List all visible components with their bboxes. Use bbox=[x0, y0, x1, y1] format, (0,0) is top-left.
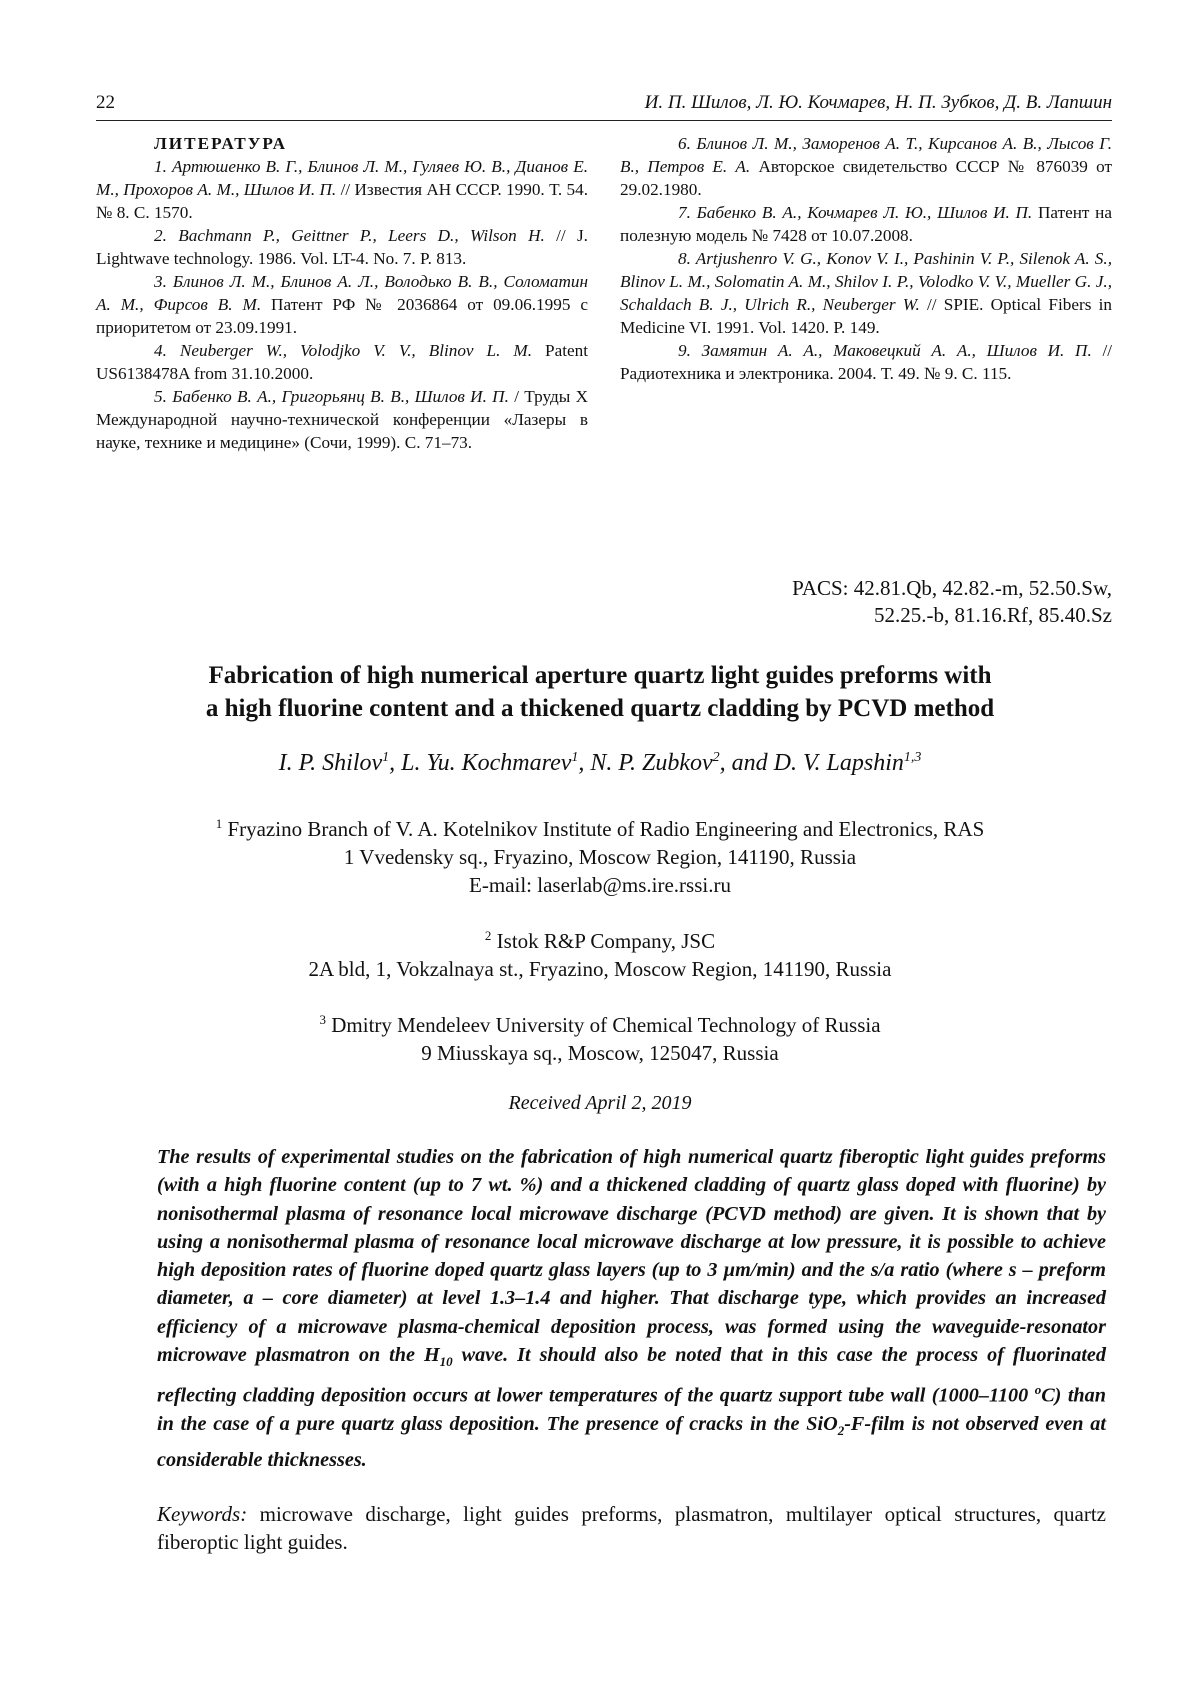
author-3: , N. P. Zubkov bbox=[578, 750, 713, 776]
reference-4-authors: 4. Neuberger W., Volodjko V. V., Blinov L. M. bbox=[154, 341, 533, 360]
reference-6-authors: 6. Блинов Л. М., Заморенов А. Т., Кирсанов А. В., Лысов Г. В., Петров Е. А. bbox=[620, 134, 1112, 176]
reference-9 bbox=[620, 339, 1112, 385]
paper-title-line-1: Fabrication of high numerical aperture quartz light guides preforms with bbox=[208, 662, 992, 689]
affiliation-1-marker: 1 bbox=[215, 816, 223, 831]
abstract bbox=[157, 1143, 1106, 1474]
reference-5-source: / Труды X Международной научно-технической конференции «Лазеры в науке, технике и медицине» (Сочи, 1999). С. 71–73. bbox=[96, 387, 589, 452]
paper-title bbox=[120, 659, 1080, 725]
reference-2-authors: 2. Bachmann P., Geittner P., Leers D., Wilson H. bbox=[154, 226, 545, 245]
author-list bbox=[120, 750, 1080, 777]
reference-3-authors: 3. Блинов Л. М., Блинов А. Л., Володько В. В., Соломатин А. М., Фирсов В. М. bbox=[96, 272, 588, 314]
reference-2-source: // J. Lightwave technology. 1986. Vol. LT-4. No. 7. P. 813. bbox=[96, 226, 588, 268]
keywords-text: microwave discharge, light guides preforms, plasmatron, multilayer optical structures, quartz fiberoptic light guides. bbox=[157, 1502, 1106, 1554]
author-2: , L. Yu. Kochmarev bbox=[389, 750, 572, 776]
reference-2 bbox=[96, 224, 588, 270]
abstract-part-1: The results of experimental studies on the fabrication of high numerical quartz fiberoptic light guides preforms (with a high fluorine content (up to 7 wt. %) and a thickened cladding of quartz glass doped with fluorine) by nonisothermal plasma of resonance local microwave discharge (PCVD method) are given. It is shown that by using a nonisothermal plasma of resonance local microwave discharge at low pressure, it is possible to achieve high deposition rates of fluorine doped quartz glass layers (up to 3 µm/min) and the s/a ratio (where s – preform diameter, a – core diameter) at level 1.3–1.4 and higher. That discharge type, which provides an increased efficiency of a microwave plasma-chemical deposition process, was formed using the waveguide-resonator microwave plasmatron on the H bbox=[157, 1146, 1106, 1367]
author-1-affiliation: 1 bbox=[382, 750, 390, 765]
reference-5 bbox=[96, 385, 588, 454]
abstract-part-2: wave. It should also be noted that in this case the process of fluorinated reflecting cladding deposition occurs at lower temperatures of the quartz support tube wall (1000–1100 bbox=[157, 1344, 1106, 1408]
abstract-degree-superscript: o bbox=[1034, 1382, 1042, 1398]
reference-7-source: Патент на полезную модель № 7428 от 10.07.2008. bbox=[620, 203, 1112, 245]
affiliation-1-address: 1 Vvedensky sq., Fryazino, Moscow Region, 141190, Russia bbox=[343, 845, 857, 869]
reference-1-source: // Известия АН СССР. 1990. Т. 54. № 8. С. 1570. bbox=[96, 180, 588, 222]
reference-6 bbox=[620, 132, 1112, 201]
author-1: I. P. Shilov bbox=[278, 750, 383, 776]
reference-4 bbox=[96, 339, 588, 385]
reference-7-authors: 7. Бабенко В. А., Кочмарев Л. Ю., Шилов И. П. bbox=[678, 203, 1033, 222]
affiliation-1-email: E-mail: laserlab@ms.ire.rssi.ru bbox=[469, 873, 731, 897]
author-3-affiliation: 2 bbox=[712, 750, 720, 765]
abstract-sio2-subscript: 2 bbox=[837, 1423, 845, 1439]
pacs-codes bbox=[792, 575, 1112, 629]
references-title: ЛИТЕРАТУРА bbox=[154, 134, 288, 153]
affiliation-2-marker: 2 bbox=[484, 928, 492, 943]
page-number: 22 bbox=[96, 92, 115, 113]
author-2-affiliation: 1 bbox=[571, 750, 579, 765]
affiliation-3-marker: 3 bbox=[319, 1012, 326, 1027]
reference-4-source: Patent US6138478A from 31.10.2000. bbox=[96, 341, 588, 383]
references-column-left bbox=[96, 132, 588, 454]
affiliation-2 bbox=[120, 922, 1080, 983]
author-4-affiliation: 1,3 bbox=[903, 750, 922, 765]
reference-7 bbox=[620, 201, 1112, 247]
keywords bbox=[157, 1500, 1106, 1556]
references-column-right bbox=[620, 132, 1112, 385]
reference-5-authors: 5. Бабенко В. А., Григорьянц В. В., Шилов И. П. bbox=[154, 387, 509, 406]
reference-8 bbox=[620, 247, 1112, 339]
paper-title-line-2: a high fluorine content and a thickened quartz cladding by PCVD method bbox=[205, 695, 995, 722]
abstract-part-3: C) than in the case of a pure quartz glass deposition. The presence of cracks in the SiO bbox=[157, 1385, 1106, 1436]
reference-1 bbox=[96, 155, 588, 224]
affiliation-1-name: Fryazino Branch of V. A. Kotelnikov Institute of Radio Engineering and Electronics, RAS bbox=[227, 817, 985, 841]
author-4: , and D. V. Lapshin bbox=[719, 750, 904, 776]
affiliation-2-name: Istok R&P Company, JSC bbox=[496, 929, 716, 953]
affiliation-3-address: 9 Miusskaya sq., Moscow, 125047, Russia bbox=[421, 1041, 779, 1065]
reference-9-authors: 9. Замятин А. А., Маковецкий А. А., Шилов И. П. bbox=[678, 341, 1092, 360]
reference-8-authors: 8. Artjushenro V. G., Konov V. I., Pashinin V. P., Silenok A. S., Blinov L. M., Solomatin A. M., Shilov I. P., Volodko V. V., Mueller G. J., Schaldach B. J., Ulrich R., Neuberger W. bbox=[620, 249, 1112, 314]
abstract-part-4: -F-film is not observed even at considerable thicknesses. bbox=[157, 1413, 1106, 1471]
running-authors: И. П. Шилов, Л. Ю. Кочмарев, Н. П. Зубков, Д. В. Лапшин bbox=[644, 92, 1112, 113]
running-header bbox=[96, 90, 1112, 121]
affiliation-3 bbox=[120, 1006, 1080, 1067]
reference-9-source: // Радиотехника и электроника. 2004. Т. 49. № 9. С. 115. bbox=[620, 341, 1112, 383]
pacs-line-1: PACS: 42.81.Qb, 42.82.-m, 52.50.Sw, bbox=[792, 576, 1112, 600]
reference-8-source: // SPIE. Optical Fibers in Medicine VI. 1991. Vol. 1420. P. 149. bbox=[620, 295, 1112, 337]
reference-6-source: Авторское свидетельство СССР № 876039 от 29.02.1980. bbox=[620, 157, 1112, 199]
affiliation-1 bbox=[120, 810, 1080, 899]
affiliation-2-address: 2A bld, 1, Vokzalnaya st., Fryazino, Moscow Region, 141190, Russia bbox=[308, 957, 892, 981]
abstract-h-subscript: 10 bbox=[439, 1354, 453, 1370]
reference-3 bbox=[96, 270, 588, 339]
affiliation-3-name: Dmitry Mendeleev University of Chemical Technology of Russia bbox=[331, 1013, 881, 1037]
keywords-label: Keywords: bbox=[157, 1502, 248, 1526]
received-date: Received April 2, 2019 bbox=[508, 1092, 692, 1114]
reference-1-authors: 1. Артюшенко В. Г., Блинов Л. М., Гуляев Ю. В., Дианов Е. М., Прохоров А. М., Шилов И. П. bbox=[96, 157, 588, 199]
pacs-line-2: 52.25.-b, 81.16.Rf, 85.40.Sz bbox=[874, 603, 1112, 627]
reference-3-source: Патент РФ № 2036864 от 09.06.1995 с приоритетом от 23.09.1991. bbox=[96, 295, 588, 337]
